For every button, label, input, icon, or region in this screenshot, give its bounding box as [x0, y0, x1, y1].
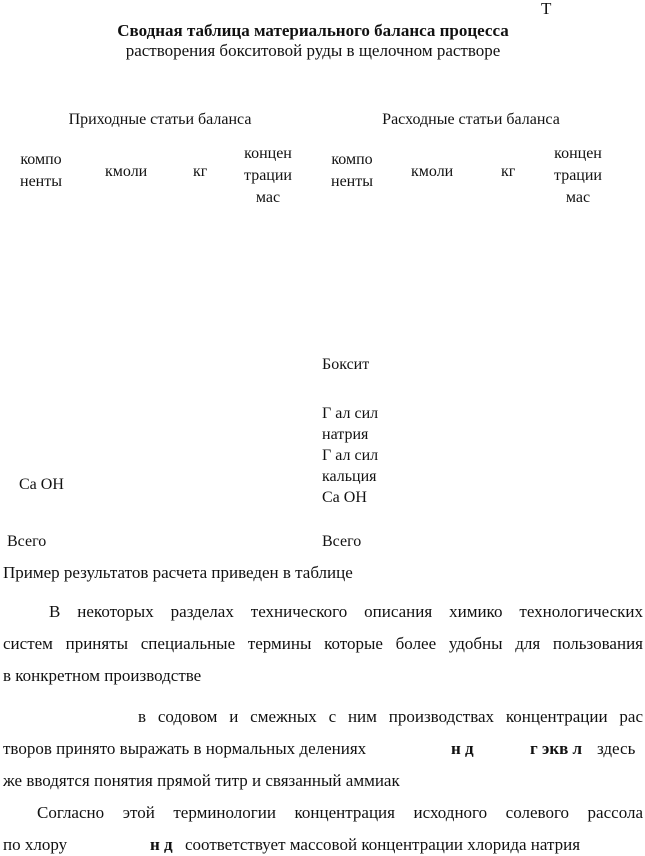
income-col-kmol: кмоли: [105, 163, 148, 180]
income-header: Приходные статьи баланса: [68, 111, 252, 128]
corner-mark: Т: [541, 0, 552, 18]
outcome-group: Г ал сил натрия Г ал сил кальция Ca OH: [322, 405, 379, 506]
paragraph-3-unit-nd: н д: [150, 835, 173, 854]
income-total: Всего: [7, 533, 47, 550]
table-subtitle: растворения бокситовой руды в щелочном растворе: [125, 41, 501, 60]
paragraph-1-line-3: в конкретном производстве: [3, 666, 202, 685]
outcome-header: Расходные статьи баланса: [382, 111, 560, 128]
paragraph-3-line-2a: по хлору: [3, 835, 68, 854]
table-title: Сводная таблица материального баланса процесса: [117, 21, 509, 40]
paragraph-3-line-1: Согласно этой терминологии концентрация исходного солевого рассола: [37, 803, 643, 822]
paragraph-1-line-2: систем приняты специальные термины которые более удобны для пользования: [3, 634, 643, 653]
paragraph-2-line-2a: творов принято выражать в нормальных делениях: [3, 739, 367, 758]
outcome-bauxite: Боксит: [322, 356, 370, 373]
paragraph-2-line-1: в содовом и смежных с ним производствах концентрации рас: [138, 707, 643, 726]
income-ca-oh: Ca OH: [19, 476, 64, 493]
paragraph-3-line-2c: соответствует массовой концентрации хлорида натрия: [185, 835, 581, 854]
income-col-concentration: концен трации мас: [244, 145, 292, 206]
paragraph-2-line-3: же вводятся понятия прямой титр и связанный аммиак: [3, 771, 400, 790]
paragraph-2-unit-geq: г экв л: [530, 739, 583, 758]
outcome-col-kmol: кмоли: [411, 163, 454, 180]
paragraph-2-line-2d: здесь: [597, 739, 636, 758]
paragraph-2-unit-nd: н д: [451, 739, 474, 758]
outcome-col-components: компо ненты: [331, 151, 373, 190]
outcome-total: Всего: [322, 533, 362, 550]
outcome-col-kg: кг: [501, 163, 516, 180]
paragraph-1-line-1: В некоторых разделах технического описания химико технологических: [49, 602, 643, 621]
table-caption: Пример результатов расчета приведен в таблице: [3, 563, 353, 582]
income-col-components: компо ненты: [20, 151, 62, 190]
income-col-kg: кг: [193, 163, 208, 180]
outcome-col-concentration: концен трации мас: [554, 145, 602, 206]
